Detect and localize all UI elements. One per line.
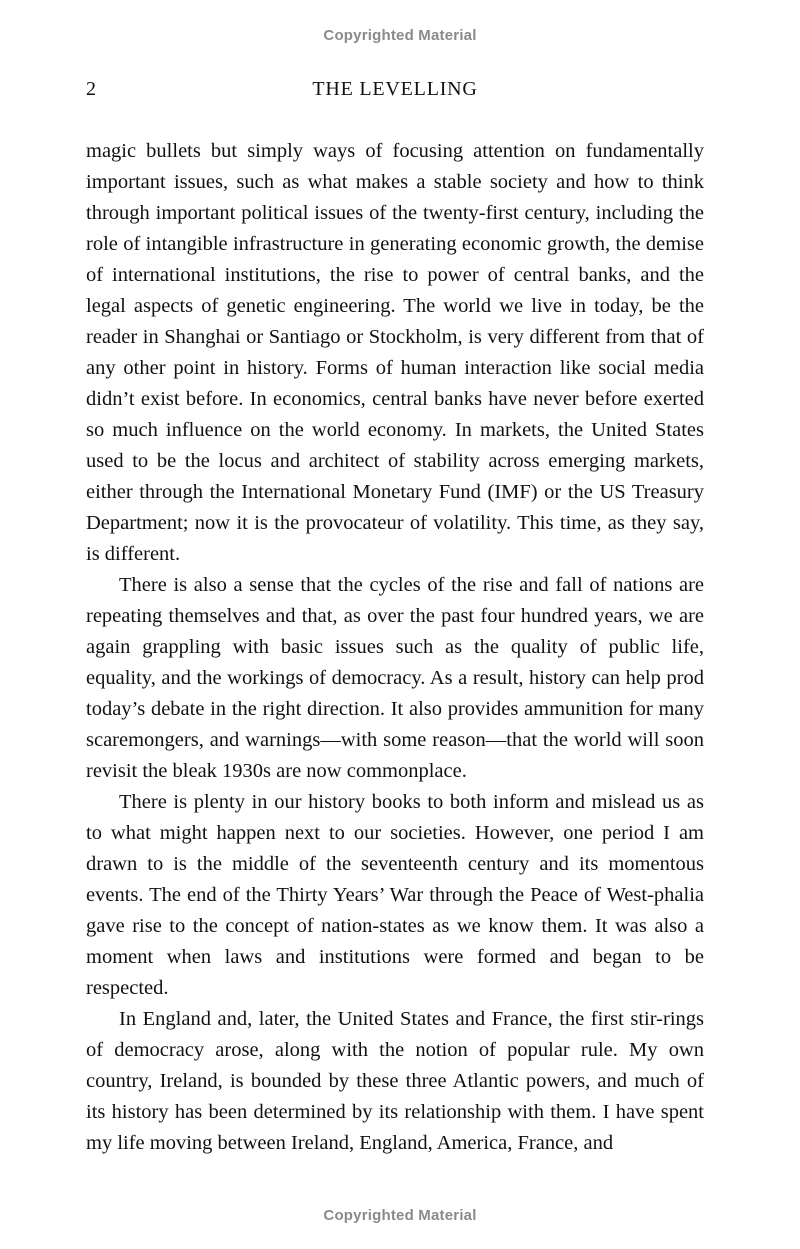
running-head-title: THE LEVELLING bbox=[312, 78, 478, 100]
paragraph-1: magic bullets but simply ways of focusing attention on fundamentally important issues, such as what makes a stable society and how to think through important political issues of the twenty-first century, including the role of intangible infrastructure in generating economic growth, the demise of international institutions, the rise to power of central banks, and the legal aspects of genetic engineering. The world we live in today, be the reader in Shanghai or Santiago or Stockholm, is very different from that of any other point in history. Forms of human interaction like social media didn’t exist before. In economics, central banks have never before exerted so much influence on the world economy. In markets, the United States used to be the locus and architect of stability across emerging markets, either through the International Monetary Fund (IMF) or the US Treasury Department; now it is the provocateur of volatility. This time, as they say, is different. bbox=[86, 140, 704, 565]
paragraph-2: There is also a sense that the cycles of the rise and fall of nations are repeating themselves and that, as over the past four hundred years, we are again grappling with basic issues such as the quality of public life, equality, and the workings of democracy. As a result, history can help prod today’s debate in the right direction. It also provides ammunition for many scaremongers, and warnings—with some reason—that the world will soon revisit the bleak 1930s are now commonplace. bbox=[86, 574, 704, 782]
copyright-watermark-bottom: Copyrighted Material bbox=[323, 1207, 477, 1224]
paragraph-3: There is plenty in our history books to both inform and mislead us as to what might happen next to our societies. However, one period I am drawn to is the middle of the seventeenth century and its momentous events. The end of the Thirty Years’ War through the Peace of West-phalia gave rise to the concept of nation-states as we know them. It was also a moment when laws and institutions were formed and began to be respected. bbox=[86, 791, 704, 999]
body-text bbox=[86, 136, 704, 1159]
copyright-watermark-top: Copyrighted Material bbox=[323, 27, 477, 44]
page-number: 2 bbox=[86, 78, 96, 100]
paragraph-4: In England and, later, the United States and France, the first stir-rings of democracy arose, along with the notion of popular rule. My own country, Ireland, is bounded by these three Atlantic powers, and much of its history has been determined by its relationship with them. I have spent my life moving between Ireland, England, America, France, and bbox=[86, 1008, 704, 1154]
running-header bbox=[86, 78, 704, 104]
